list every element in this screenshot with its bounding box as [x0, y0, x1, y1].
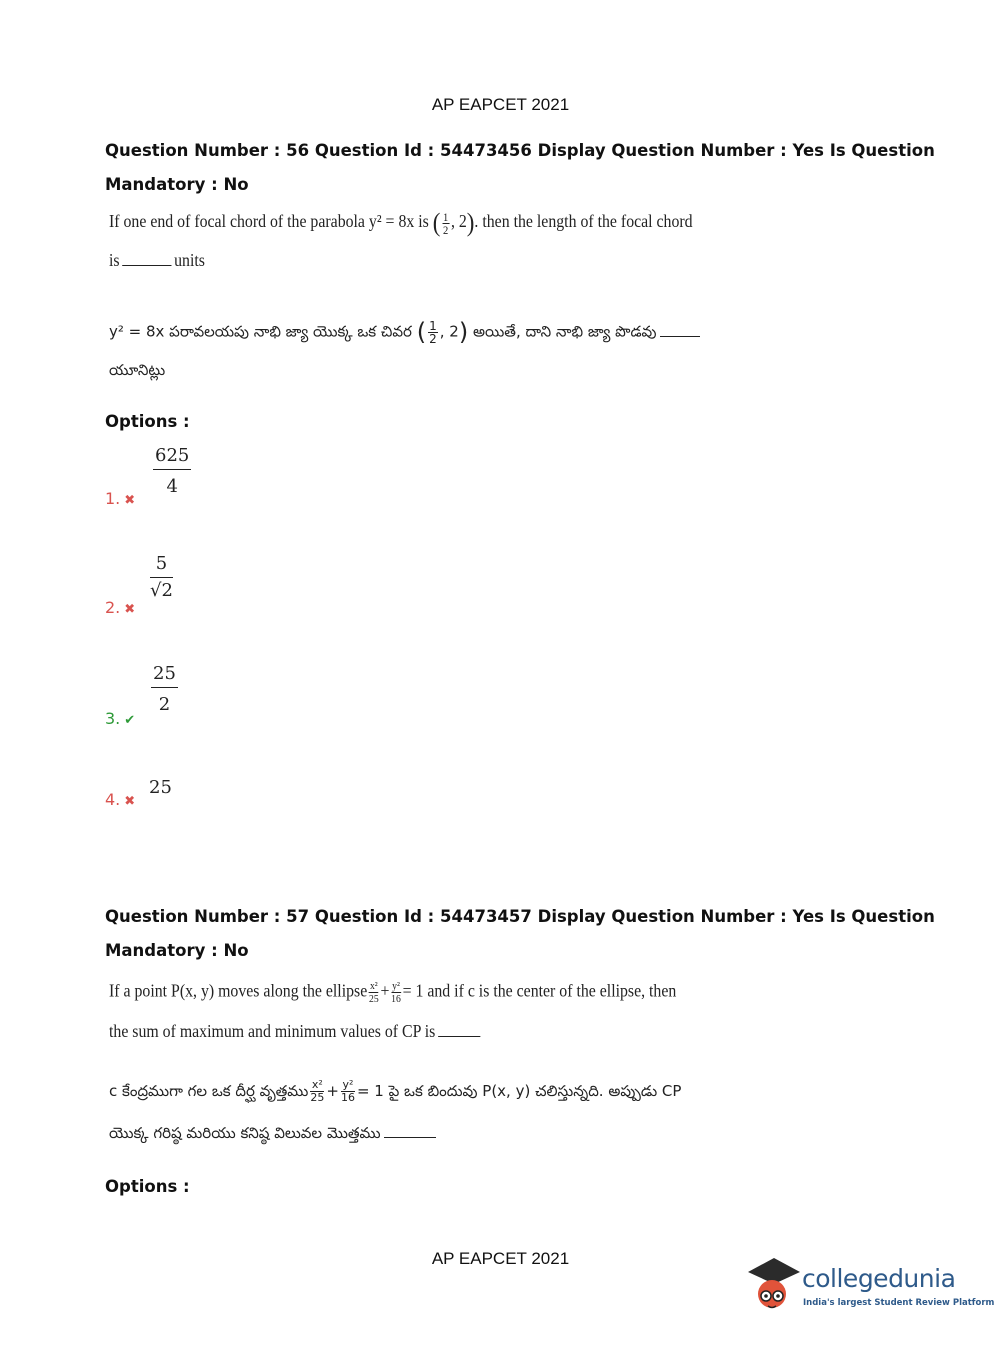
option-4-label: 4. ✖: [105, 790, 136, 809]
q57-english-line2: the sum of maximum and minimum values of CP is: [109, 1021, 483, 1042]
q56-meta-line1: Question Number : 56 Question Id : 54473456 Display Question Number : Yes Is Question: [105, 141, 935, 160]
q56-telugu-line1: y² = 8x పరావలయపు నాభి జ్యా యొక్క ఒక చివర ( $\frac{1}{2}$ , 2) అయితే, దాని నాభి జ్యా పొడవు: [109, 318, 703, 346]
option-3-value: 25 2: [153, 663, 176, 715]
q56-point-x: $\frac{1}{2}$: [443, 209, 449, 237]
page-footer: AP EAPCET 2021: [431, 1249, 570, 1268]
collegedunia-logo-icon: [744, 1250, 804, 1320]
logo-wordmark: collegedunia: [802, 1264, 956, 1293]
logo-tagline: India's largest Student Review Platform: [803, 1298, 995, 1308]
check-icon: ✔: [124, 713, 136, 728]
option-3-label: 3. ✔: [105, 709, 136, 728]
q56-options-label: Options :: [105, 412, 190, 431]
wrong-icon: ✖: [124, 493, 136, 508]
q56-point-y: , 2: [450, 211, 467, 232]
q57-meta-line2: Mandatory : No: [105, 941, 249, 960]
wrong-icon: ✖: [124, 602, 136, 617]
q57-telugu-line2: యొక్క గరిష్ఠ మరియు కనిష్ఠ విలువల మొత్తము: [109, 1124, 439, 1146]
wrong-icon: ✖: [124, 794, 136, 809]
q56-english-line2: is units: [109, 250, 205, 270]
q56-english-text-b: . then the length of the focal chord: [474, 211, 693, 232]
q56-telugu-line2: యూనిట్లు: [109, 361, 166, 379]
page-header: AP EAPCET 2021: [431, 95, 570, 114]
q56-english-line1: If one end of focal chord of the parabola y² = 8x is ( $\frac{1}{2}$ , 2). then the length of the focal chord: [109, 208, 693, 237]
q57-options-label: Options :: [105, 1177, 190, 1196]
q56-meta-line2: Mandatory : No: [105, 175, 249, 194]
q57-telugu-line1: c కేంద్రముగా గల ఒక దీర్ఘ వృత్తము $\frac{\text{x²}}{25}$ + $\frac{\text{y²}}{16}$ = 1 పై ఒక బిందువు P(x, y) చలిస్తున్నది. అప్పుడు CP: [109, 1078, 682, 1104]
q56-english-text-a: If one end of focal chord of the parabola y² = 8x is: [109, 211, 429, 232]
q57-meta-line1: Question Number : 57 Question Id : 54473457 Display Question Number : Yes Is Question: [105, 907, 935, 926]
option-1-value: 625 4: [155, 445, 190, 497]
q57-english-line1: If a point P(x, y) moves along the ellipse $\frac{\text{x²}}{25}$ + $\frac{\text{y²}}{16}$ = 1 and if c is the center of the ellipse, then: [109, 980, 677, 1005]
option-2-label: 2. ✖: [105, 598, 136, 617]
option-1-label: 1. ✖: [105, 489, 136, 508]
option-2-value: 5 √2: [150, 553, 173, 601]
option-4-value: 25: [149, 777, 172, 798]
